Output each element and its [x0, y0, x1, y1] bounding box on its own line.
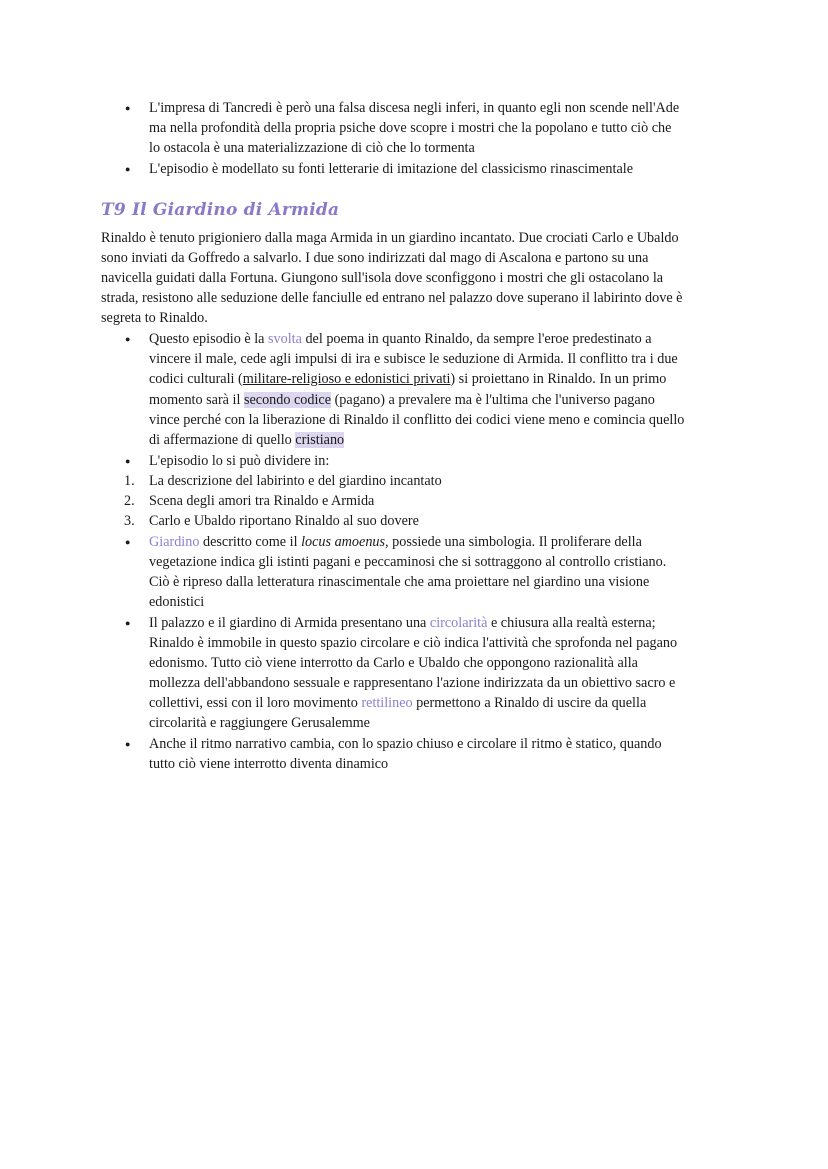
text-line [149, 613, 656, 633]
text-line: L'episodio è modellato su fonti letterarie di imitazione del classicismo rinascimentale [149, 161, 633, 177]
text-run: permettono a Rinaldo di uscire da quella [412, 695, 647, 711]
text-line: vince perché con la liberazione di Rinaldo il conflitto dei codici viene meno e comincia quello [149, 412, 685, 428]
underlined-phrase: militare-religioso e edonistici privati [242, 371, 451, 387]
text-line: vincere il male, cede agli impulsi di ira e subisce le seduzione di Armida. Il conflitto tra i due [149, 351, 678, 367]
text-run: Il palazzo e il giardino di Armida presentano una [149, 615, 430, 631]
text-run: ) si proiettano in Rinaldo. In un primo [450, 371, 667, 387]
text-line [149, 369, 666, 389]
text-line [149, 532, 642, 552]
section-heading: T9 Il Giardino di Armida [101, 200, 340, 220]
intro-line: segreta to Rinaldo. [101, 310, 208, 326]
bullet-dot: ● [125, 103, 131, 113]
intro-line: navicella guidati dalla Fortuna. Giungono sull'isola dove sconfiggono i mostri che gli ostacolano la [101, 270, 664, 286]
text-line: L'episodio lo si può dividere in: [149, 453, 330, 469]
bullet-dot: ● [125, 739, 131, 749]
text-run: codici culturali ( [149, 371, 243, 387]
text-run: e chiusura alla realtà esterna; [487, 615, 656, 631]
highlighted-phrase: cristiano [295, 432, 345, 448]
text-run: del poema in quanto Rinaldo, da sempre l'eroe predestinato a [301, 331, 652, 347]
keyword-giardino: Giardino [149, 534, 200, 550]
bullet-dot: ● [125, 537, 131, 547]
text-line: edonistici [149, 594, 205, 610]
text-run: collettivi, essi con il loro movimento [149, 695, 362, 711]
keyword-rettilineo: rettilineo [361, 695, 413, 711]
list-number: 2. [124, 493, 135, 509]
keyword-circolarita: circolarità [429, 615, 488, 631]
text-run: di affermazione di quello [149, 432, 296, 448]
intro-line: strada, resistono alle seduzione delle fanciulle ed entrano nel palazzo dove superano il labirinto dove è [101, 290, 683, 306]
bullet-dot: ● [125, 334, 131, 344]
list-item: Scena degli amori tra Rinaldo e Armida [149, 493, 375, 509]
highlighted-phrase: secondo codice [243, 392, 332, 408]
text-line [149, 390, 655, 410]
text-run: , possiede una simbologia. Il proliferare della [385, 534, 642, 550]
text-run: Questo episodio è la [149, 331, 268, 347]
text-line: lo ostacola è una materializzazione di ciò che lo tormenta [149, 140, 475, 156]
text-line: Anche il ritmo narrativo cambia, con lo spazio chiuso e circolare il ritmo è statico, quando [149, 736, 662, 752]
text-line: vegetazione indica gli istinti pagani e peccaminosi che si sottraggono al controllo cristiano. [149, 554, 667, 570]
text-line: L'impresa di Tancredi è però una falsa discesa negli inferi, in quanto egli non scende nell'Ade [149, 100, 680, 116]
intro-line: sono inviati da Goffredo a salvarlo. I due sono indirizzati dal mago di Ascalona e partono su una [101, 250, 649, 266]
italic-phrase: locus amoenus [301, 534, 386, 550]
text-line: edonismo. Tutto ciò viene interrotto da Carlo e Ubaldo che oppongono razionalità alla [149, 655, 638, 671]
text-line: ma nella profondità della propria psiche dove scopre i mostri che la popolano e tutto ciò che [149, 120, 672, 136]
text-line [149, 430, 344, 450]
list-item: La descrizione del labirinto e del giardino incantato [149, 473, 442, 489]
text-line: Ciò è ripreso dalla letteratura rinascimentale che ama proiettare nel giardino una visione [149, 574, 650, 590]
intro-line: Rinaldo è tenuto prigioniero dalla maga Armida in un giardino incantato. Due crociati Carlo e Ubaldo [101, 230, 679, 246]
list-number: 1. [124, 473, 135, 489]
bullet-dot: ● [125, 456, 131, 466]
bullet-dot: ● [125, 164, 131, 174]
list-item: Carlo e Ubaldo riportano Rinaldo al suo dovere [149, 513, 419, 529]
text-line: circolarità e raggiungere Gerusalemme [149, 715, 370, 731]
text-run: descritto come il [199, 534, 302, 550]
text-run: momento sarà il [149, 392, 244, 408]
text-line: Rinaldo è immobile in questo spazio circolare e ciò indica l'attività che sprofonda nel pagano [149, 635, 678, 651]
text-line [149, 693, 646, 713]
text-run: (pagano) a prevalere ma è l'ultima che l'universo pagano [331, 392, 655, 408]
text-line [149, 329, 652, 349]
text-line: mollezza dell'abbandono sessuale e rappresentano l'azione indirizzata da un obiettivo sacro e [149, 675, 676, 691]
bullet-dot: ● [125, 618, 131, 628]
keyword-svolta: svolta [268, 331, 302, 347]
text-line: tutto ciò viene interrotto diventa dinamico [149, 756, 389, 772]
list-number: 3. [124, 513, 135, 529]
